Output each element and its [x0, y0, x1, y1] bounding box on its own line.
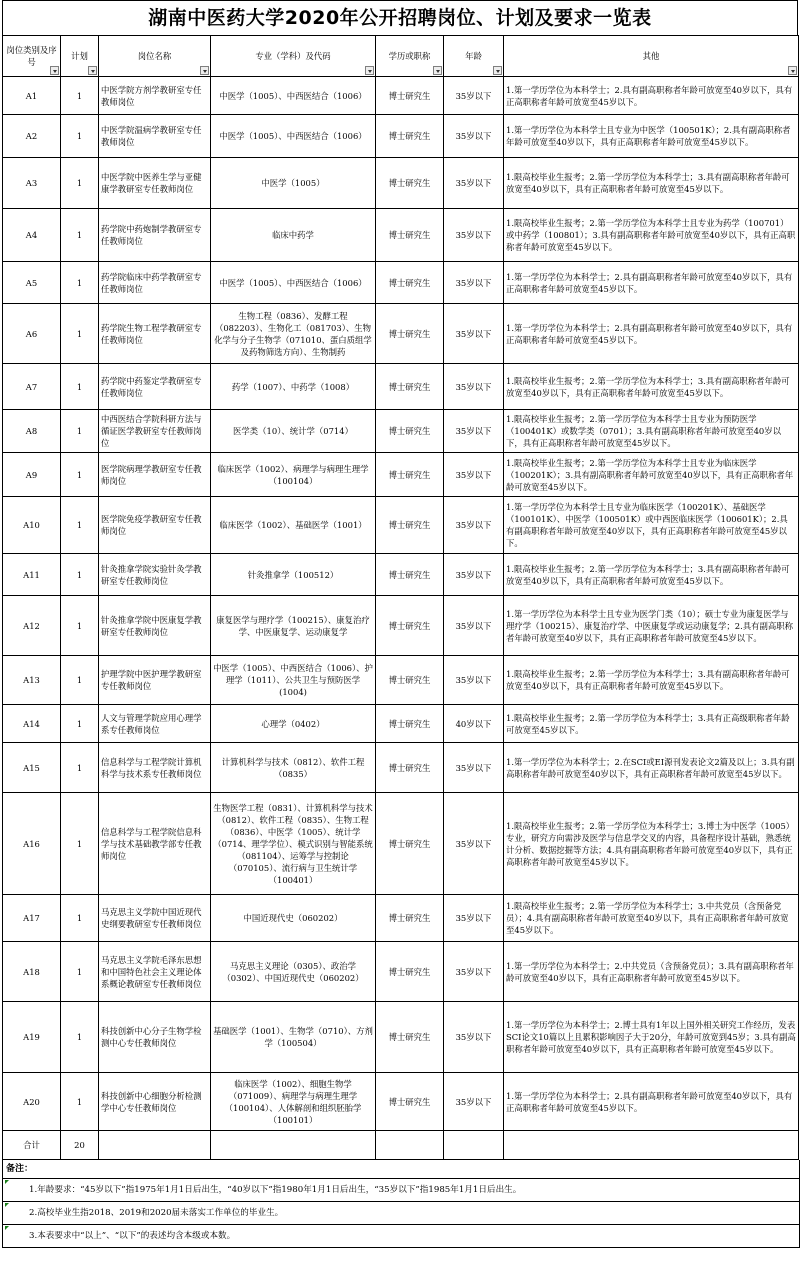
row-position-name: 药学院生物工程学教研室专任教师岗位	[99, 304, 211, 364]
header-id[interactable]: 岗位类别及序号	[3, 36, 61, 77]
row-id: A7	[3, 364, 61, 410]
row-other: 1.限高校毕业生报考；2.第一学历学位为本科学士；3.具有正高级职称者年龄可放宽至45岁以下。	[504, 705, 799, 743]
row-plan: 1	[61, 1002, 99, 1073]
row-position-name: 护理学院中医护理学教研室专任教师岗位	[99, 656, 211, 705]
header-education[interactable]: 学历或职称	[376, 36, 444, 77]
row-age: 35岁以下	[444, 596, 504, 656]
row-id: A14	[3, 705, 61, 743]
row-id: A6	[3, 304, 61, 364]
row-position-name: 中医学院温病学教研室专任教师岗位	[99, 115, 211, 158]
row-other: 1.限高校毕业生报考；2.第一学历学位为本科学士；3.具有副高职称者年龄可放宽至40岁以下，具有正高职称者年龄可放宽至45岁以下。	[504, 656, 799, 705]
recruitment-table	[2, 35, 799, 1160]
row-plan: 1	[61, 77, 99, 115]
row-id: A13	[3, 656, 61, 705]
row-education: 博士研究生	[376, 793, 444, 895]
table-row	[3, 1002, 799, 1073]
row-education: 博士研究生	[376, 364, 444, 410]
filter-dropdown-icon[interactable]	[365, 66, 374, 75]
table-row	[3, 743, 799, 793]
row-position-name: 中西医结合学院科研方法与循证医学教研室专任教师岗位	[99, 410, 211, 453]
row-age: 35岁以下	[444, 942, 504, 1002]
row-plan: 1	[61, 497, 99, 554]
row-education: 博士研究生	[376, 497, 444, 554]
row-plan: 1	[61, 596, 99, 656]
row-age: 35岁以下	[444, 209, 504, 262]
row-id: A10	[3, 497, 61, 554]
row-position-name: 药学院临床中药学教研室专任教师岗位	[99, 262, 211, 304]
table-row	[3, 77, 799, 115]
cell-marker-icon	[5, 1180, 9, 1184]
row-position-name: 科技创新中心细胞分析检测学中心专任教师岗位	[99, 1073, 211, 1131]
row-plan: 1	[61, 304, 99, 364]
table-row	[3, 554, 799, 596]
row-education: 博士研究生	[376, 942, 444, 1002]
row-position-name: 医学院免疫学教研室专任教师岗位	[99, 497, 211, 554]
row-position-name: 针灸推拿学院实验针灸学教研室专任教师岗位	[99, 554, 211, 596]
row-age: 35岁以下	[444, 158, 504, 209]
table-row	[3, 453, 799, 497]
row-major: 药学（1007）、中药学（1008）	[211, 364, 376, 410]
table-row	[3, 364, 799, 410]
row-position-name: 人文与管理学院应用心理学系专任教师岗位	[99, 705, 211, 743]
row-other: 1.第一学历学位为本科学士且专业为临床医学（100201K）、基础医学（100101K）、中医学（100501K）或中西医临床医学（100601K）；2.具有副高职称者年龄可放宽至40岁以下，具有正高职称者年龄可放宽至45岁以下。	[504, 497, 799, 554]
row-age: 35岁以下	[444, 453, 504, 497]
row-major: 临床中药学	[211, 209, 376, 262]
row-major: 马克思主义理论（0305）、政治学（0302）、中国近现代史（060202）	[211, 942, 376, 1002]
header-name[interactable]: 岗位名称	[99, 36, 211, 77]
row-age: 35岁以下	[444, 656, 504, 705]
row-other: 1.限高校毕业生报考；2.第一学历学位为本科学士；3.具有副高职称者年龄可放宽至40岁以下，具有正高职称者年龄可放宽至45岁以下。	[504, 364, 799, 410]
header-row	[3, 36, 799, 77]
row-position-name: 药学院中药鉴定学教研室专任教师岗位	[99, 364, 211, 410]
table-title: 湖南中医药大学2020年公开招聘岗位、计划及要求一览表	[2, 0, 798, 35]
row-education: 博士研究生	[376, 656, 444, 705]
row-major: 中医学（1005）、中西医结合（1006）、护理学（1011）、公共卫生与预防医学(1004)	[211, 656, 376, 705]
row-major: 中医学（1005）、中西医结合（1006）	[211, 262, 376, 304]
row-education: 博士研究生	[376, 743, 444, 793]
row-age: 40岁以下	[444, 705, 504, 743]
row-age: 35岁以下	[444, 1073, 504, 1131]
row-major: 中医学（1005）、中西医结合（1006）	[211, 77, 376, 115]
row-position-name: 马克思主义学院毛泽东思想和中国特色社会主义理论体系概论教研室专任教师岗位	[99, 942, 211, 1002]
row-major: 心理学（0402）	[211, 705, 376, 743]
filter-dropdown-icon[interactable]	[88, 66, 97, 75]
row-id: A18	[3, 942, 61, 1002]
row-position-name: 中医学院方剂学教研室专任教师岗位	[99, 77, 211, 115]
table-row	[3, 656, 799, 705]
row-id: A16	[3, 793, 61, 895]
row-position-name: 针灸推拿学院中医康复学教研室专任教师岗位	[99, 596, 211, 656]
row-education: 博士研究生	[376, 705, 444, 743]
row-plan: 1	[61, 793, 99, 895]
row-education: 博士研究生	[376, 410, 444, 453]
filter-dropdown-icon[interactable]	[50, 66, 59, 75]
row-education: 博士研究生	[376, 554, 444, 596]
row-major: 临床医学（1002）、病理学与病理生理学（100104）	[211, 453, 376, 497]
note-item: 1.年龄要求：“45岁以下”指1975年1月1日后出生，“40岁以下”指1980年1月1日后出生，“35岁以下”指1985年1月1日后出生。	[3, 1178, 799, 1201]
notes-title: 备注：	[6, 1164, 34, 1174]
row-age: 35岁以下	[444, 793, 504, 895]
filter-dropdown-icon[interactable]	[788, 66, 797, 75]
row-major: 临床医学（1002）、细胞生物学（071009）、病理学与病理生理学（100104）、人体解剖和组织胚胎学（100101）	[211, 1073, 376, 1131]
table-row	[3, 596, 799, 656]
row-plan: 1	[61, 453, 99, 497]
row-education: 博士研究生	[376, 453, 444, 497]
row-other: 1.第一学历学位为本科学士；2.具有副高职称者年龄可放宽至40岁以下，具有正高职称者年龄可放宽至45岁以下。	[504, 304, 799, 364]
row-age: 35岁以下	[444, 1002, 504, 1073]
row-major: 计算机科学与技术（0812）、软件工程（0835）	[211, 743, 376, 793]
row-other: 1.第一学历学位为本科学士；2.中共党员（含预备党员）；3.具有副高职称者年龄可放宽至40岁以下，具有正高职称者年龄可放宽至45岁以下。	[504, 942, 799, 1002]
row-position-name: 马克思主义学院中国近现代史纲要教研室专任教师岗位	[99, 895, 211, 942]
row-other: 1.限高校毕业生报考；2.第一学历学位为本科学士；3.具有副高职称者年龄可放宽至40岁以下，具有正高职称者年龄可放宽至45岁以下。	[504, 158, 799, 209]
row-other: 1.限高校毕业生报考；2.第一学历学位为本科学士且专业为临床医学（100201K）；3.具有副高职称者年龄可放宽至40岁以下，具有正高职称者年龄可放宽至45岁以下。	[504, 453, 799, 497]
row-age: 35岁以下	[444, 115, 504, 158]
table-row	[3, 497, 799, 554]
filter-dropdown-icon[interactable]	[200, 66, 209, 75]
row-other: 1.限高校毕业生报考；2.第一学历学位为本科学士；3.中共党员（含预备党员）；4.具有副高职称者年龄可放宽至40岁以下，具有正高职称者年龄可放宽至45岁以下。	[504, 895, 799, 942]
table-row	[3, 705, 799, 743]
note-item: 3.本表要求中“以上”、“以下”的表述均含本级或本数。	[3, 1224, 799, 1247]
filter-dropdown-icon[interactable]	[493, 66, 502, 75]
row-major: 生物医学工程（0831）、计算机科学与技术（0812）、软件工程（0835）、生物工程（0836）、中医学（1005）、统计学（0714、理学学位）、模式识别与智能系统（081104）、运筹学与控制论（070105）、流行病与卫生统计学（100401）	[211, 793, 376, 895]
row-other: 1.第一学历学位为本科学士；2.具有副高职称者年龄可放宽至40岁以下，具有正高职称者年龄可放宽至45岁以下。	[504, 77, 799, 115]
row-education: 博士研究生	[376, 262, 444, 304]
row-education: 博士研究生	[376, 596, 444, 656]
header-major[interactable]: 专业（学科）及代码	[211, 36, 376, 77]
row-id: A3	[3, 158, 61, 209]
row-education: 博士研究生	[376, 1073, 444, 1131]
row-major: 康复医学与理疗学（100215）、康复治疗学、中医康复学、运动康复学	[211, 596, 376, 656]
notes-section	[2, 1160, 800, 1248]
row-major: 针灸推拿学（100512）	[211, 554, 376, 596]
row-id: A1	[3, 77, 61, 115]
row-major: 生物工程（0836）、发酵工程（082203）、生物化工（081703）、生物化学与分子生物学（071010、蛋白质组学及药物筛选方向）、生物制药	[211, 304, 376, 364]
row-plan: 1	[61, 115, 99, 158]
row-major: 临床医学（1002）、基础医学（1001）	[211, 497, 376, 554]
row-id: A12	[3, 596, 61, 656]
row-major: 中国近现代史（060202）	[211, 895, 376, 942]
row-major: 中医学（1005）、中西医结合（1006）	[211, 115, 376, 158]
row-major: 中医学（1005）	[211, 158, 376, 209]
row-plan: 1	[61, 895, 99, 942]
row-plan: 1	[61, 410, 99, 453]
row-id: A8	[3, 410, 61, 453]
row-plan: 1	[61, 554, 99, 596]
table-row	[3, 262, 799, 304]
table-row	[3, 115, 799, 158]
row-age: 35岁以下	[444, 364, 504, 410]
row-other: 1.限高校毕业生报考；2.第一学历学位为本科学士且专业为药学（100701）或中药学（100801）；3.具有副高职称者年龄可放宽至40岁以下，具有正高职称者年龄可放宽至45岁以下。	[504, 209, 799, 262]
row-position-name: 信息科学与工程学院信息科学与技术基础教学部专任教师岗位	[99, 793, 211, 895]
row-id: A19	[3, 1002, 61, 1073]
row-id: A5	[3, 262, 61, 304]
row-other: 1.限高校毕业生报考；2.第一学历学位为本科学士；3.具有副高职称者年龄可放宽至40岁以下，具有正高职称者年龄可放宽至45岁以下。	[504, 554, 799, 596]
row-plan: 1	[61, 656, 99, 705]
row-other: 1.第一学历学位为本科学士且专业为医学门类（10）；硕士专业为康复医学与理疗学（100215）、康复治疗学、中医康复学或运动康复学；2.具有副高职称者年龄可放宽至40岁以下，具有正高职称者年龄可放宽至45岁以下。	[504, 596, 799, 656]
row-age: 35岁以下	[444, 410, 504, 453]
table-row	[3, 942, 799, 1002]
table-row	[3, 304, 799, 364]
row-id: A15	[3, 743, 61, 793]
cell-marker-icon	[5, 1226, 9, 1230]
row-id: A9	[3, 453, 61, 497]
row-id: A11	[3, 554, 61, 596]
row-other: 1.第一学历学位为本科学士；2.在SCI或EI源刊发表论文2篇及以上；3.具有副高职称者年龄可放宽至40岁以下，具有正高职称者年龄可放宽至45岁以下。	[504, 743, 799, 793]
row-education: 博士研究生	[376, 77, 444, 115]
table-row	[3, 158, 799, 209]
total-value: 20	[61, 1131, 99, 1160]
row-plan: 1	[61, 262, 99, 304]
row-age: 35岁以下	[444, 554, 504, 596]
table-row	[3, 209, 799, 262]
header-plan[interactable]: 计划	[61, 36, 99, 77]
table-row	[3, 895, 799, 942]
row-education: 博士研究生	[376, 209, 444, 262]
row-education: 博士研究生	[376, 115, 444, 158]
row-plan: 1	[61, 942, 99, 1002]
row-age: 35岁以下	[444, 77, 504, 115]
row-age: 35岁以下	[444, 262, 504, 304]
table-row	[3, 1073, 799, 1131]
row-other: 1.第一学历学位为本科学士；2.博士具有1年以上国外相关研究工作经历，发表SCI论文10篇以上且累积影响因子大于20分，年龄可放宽到45岁；3.具有副高职称者年龄可放宽至40岁以下，具有正高职称者年龄可放宽至45岁以下。	[504, 1002, 799, 1073]
row-other: 1.第一学历学位为本科学士且专业为中医学（100501K）；2.具有副高职称者年龄可放宽至40岁以下，具有正高职称者年龄可放宽至45岁以下。	[504, 115, 799, 158]
row-education: 博士研究生	[376, 158, 444, 209]
total-row	[3, 1131, 799, 1160]
row-position-name: 科技创新中心分子生物学检测中心专任教师岗位	[99, 1002, 211, 1073]
filter-dropdown-icon[interactable]	[433, 66, 442, 75]
row-position-name: 中医学院中医养生学与亚健康学教研室专任教师岗位	[99, 158, 211, 209]
row-education: 博士研究生	[376, 1002, 444, 1073]
row-plan: 1	[61, 364, 99, 410]
row-id: A4	[3, 209, 61, 262]
row-other: 1.第一学历学位为本科学士；2.具有副高职称者年龄可放宽至40岁以下，具有正高职称者年龄可放宽至45岁以下。	[504, 1073, 799, 1131]
note-item: 2.高校毕业生指2018、2019和2020届未落实工作单位的毕业生。	[3, 1201, 799, 1224]
row-education: 博士研究生	[376, 895, 444, 942]
spreadsheet	[2, 0, 798, 1248]
row-plan: 1	[61, 158, 99, 209]
table-row	[3, 410, 799, 453]
row-age: 35岁以下	[444, 743, 504, 793]
row-position-name: 药学院中药炮制学教研室专任教师岗位	[99, 209, 211, 262]
header-age[interactable]: 年龄	[444, 36, 504, 77]
row-other: 1.限高校毕业生报考；2.第一学历学位为本科学士；3.博士为中医学（1005）专业，研究方向需涉及医学与信息学交叉的内容，具备程序设计基础，熟悉统计分析、数据挖掘等方法；4.具有副高职称者年龄可放宽至40岁以下，具有正高职称者年龄可放宽至45岁以下。	[504, 793, 799, 895]
row-age: 35岁以下	[444, 497, 504, 554]
row-position-name: 信息科学与工程学院计算机科学与技术系专任教师岗位	[99, 743, 211, 793]
row-other: 1.限高校毕业生报考；2.第一学历学位为本科学士且专业为预防医学（100401K）或数学类（0701）；3.具有副高职称者年龄可放宽至40岁以下，具有正高职称者年龄可放宽至45岁以下。	[504, 410, 799, 453]
row-plan: 1	[61, 743, 99, 793]
row-id: A2	[3, 115, 61, 158]
header-other[interactable]: 其他	[504, 36, 799, 77]
row-age: 35岁以下	[444, 895, 504, 942]
row-education: 博士研究生	[376, 304, 444, 364]
table-row	[3, 793, 799, 895]
row-other: 1.第一学历学位为本科学士；2.具有副高职称者年龄可放宽至40岁以下，具有正高职称者年龄可放宽至45岁以下。	[504, 262, 799, 304]
row-major: 基础医学（1001）、生物学（0710）、方剂学（100504）	[211, 1002, 376, 1073]
row-position-name: 医学院病理学教研室专任教师岗位	[99, 453, 211, 497]
row-major: 医学类（10）、统计学（0714）	[211, 410, 376, 453]
row-id: A17	[3, 895, 61, 942]
total-label: 合计	[3, 1131, 61, 1160]
cell-marker-icon	[5, 1203, 9, 1207]
row-plan: 1	[61, 705, 99, 743]
row-age: 35岁以下	[444, 304, 504, 364]
row-id: A20	[3, 1073, 61, 1131]
row-plan: 1	[61, 209, 99, 262]
row-plan: 1	[61, 1073, 99, 1131]
